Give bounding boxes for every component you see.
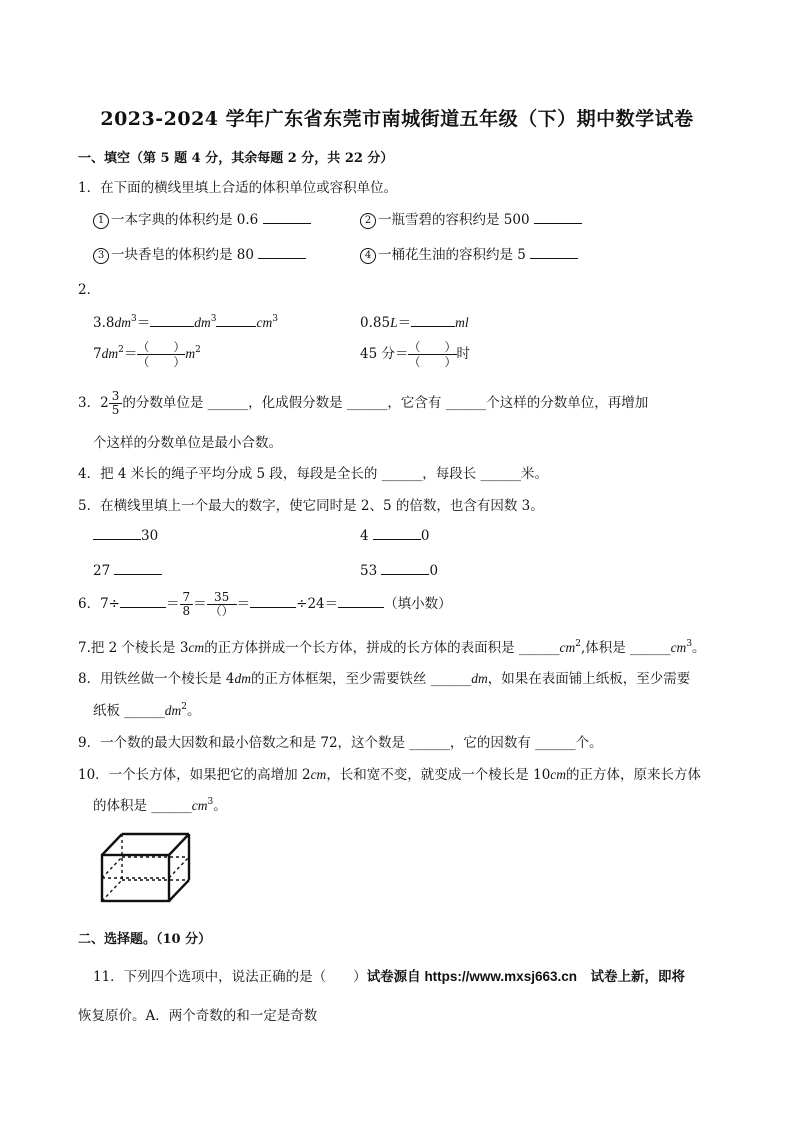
question-8: 8．用铁丝做一个棱长是 4dm的正方体框架，至少需要铁丝 ______dm，如果在表面铺上纸板，至少需要 <box>78 671 691 687</box>
fraction-blank: $\frac{( )}{( )}$ <box>408 340 457 369</box>
q5-item-4: 53 0 <box>360 563 439 579</box>
q5-item-2: 4 0 <box>360 528 430 544</box>
question-6: 6．7÷ ＝ $\frac{7}{8}$ ＝ $\frac{35}{()}$ ＝ ÷24＝ （填小数） <box>78 590 452 618</box>
q2-part-d: 45 分＝ $\frac{( )}{( )}$ 时 <box>360 340 470 369</box>
circle-number-icon: 1 <box>93 213 109 229</box>
question-2-number: 2． <box>78 282 101 298</box>
question-10: 10．一个长方体，如果把它的高增加 2cm，长和宽不变，就变成一个棱长是 10cm的正方体，原来长方体 <box>78 767 702 783</box>
fraction-blank: $\frac{( )}{( )}$ <box>137 340 186 369</box>
question-11: 11．下列四个选项中，说法正确的是（ ）试卷源自 https://www.mxsj663.cn 试卷上新，即将 <box>93 969 685 985</box>
question-3: 3．2 $\frac{3}{5}$ 的分数单位是 ______，化成假分数是 ______，它含有 ______个这样的分数单位，再增加 <box>78 389 649 417</box>
cuboid-figure <box>96 826 196 906</box>
fraction: $\frac{7}{8}$ <box>180 591 194 618</box>
question-7: 7.把 2 个棱长是 3cm的正方体拼成一个长方体，拼成的长方体的表面积是 $\_\_\_\_\_\_cm^2$,体积是 $\_\_\_\_\_\_cm^3$。 <box>78 639 706 656</box>
q5-item-1: 30 <box>93 527 158 544</box>
circle-number-icon: 4 <box>360 248 376 264</box>
question-4: 4．把 4 米长的绳子平均分成 5 段，每段是全长的 ______，每段长 ______米。 <box>78 466 549 482</box>
question-10-line-2: 的体积是 $\_\_\_\_\_\_cm^3$。 <box>93 797 227 814</box>
q1-item-1: 1 一本字典的体积约是 0.6 <box>93 208 311 229</box>
page-title: 2023-2024 学年广东省东莞市南城街道五年级（下）期中数学试卷 <box>100 108 694 130</box>
question-3-line-2: 个这样的分数单位是最小合数。 <box>93 435 282 451</box>
q1-item-2: 2 一瓶雪碧的容积约是 500 <box>360 208 582 229</box>
circle-number-icon: 2 <box>360 213 376 229</box>
mixed-fraction: $\frac{3}{5}$ <box>109 390 123 417</box>
question-5: 5．在横线里填上一个最大的数字，使它同时是 2、5 的倍数，也含有因数 3。 <box>78 498 544 514</box>
question-11-line-2: 恢复原价。A．两个奇数的和一定是奇数 <box>78 1008 318 1024</box>
q5-item-3: 27 <box>93 562 162 579</box>
q1-item-3: 3 一块香皂的体积约是 80 <box>93 243 306 264</box>
question-8-line-2: 纸板 $\_\_\_\_\_\_dm^2$。 <box>93 702 201 719</box>
circle-number-icon: 3 <box>93 248 109 264</box>
q2-part-c: $7dm^2=$ $\frac{( )}{( )}$ $m^2$ <box>93 340 201 369</box>
section-heading-choice: 二、选择题。（10 分） <box>78 932 212 947</box>
question-1: 1．在下面的横线里填上合适的体积单位或容积单位。 <box>78 180 398 196</box>
q2-part-a: $3.8dm^3= dm^3$ $cm^3$ <box>93 314 278 331</box>
question-9: 9．一个数的最大因数和最小倍数之和是 72，这个数是 ______，它的因数有 ______个。 <box>78 735 603 751</box>
q2-part-b: 0.85L＝ ml <box>360 315 469 331</box>
source-ad-text: 试卷源自 https://www.mxsj663.cn 试卷上新，即将 <box>366 969 685 984</box>
q1-item-4: 4 一桶花生油的容积约是 5 <box>360 243 578 264</box>
fraction: $\frac{35}{()}$ <box>207 591 237 618</box>
section-heading-fill: 一、填空（第 5 题 4 分，其余每题 2 分，共 22 分） <box>78 151 394 166</box>
